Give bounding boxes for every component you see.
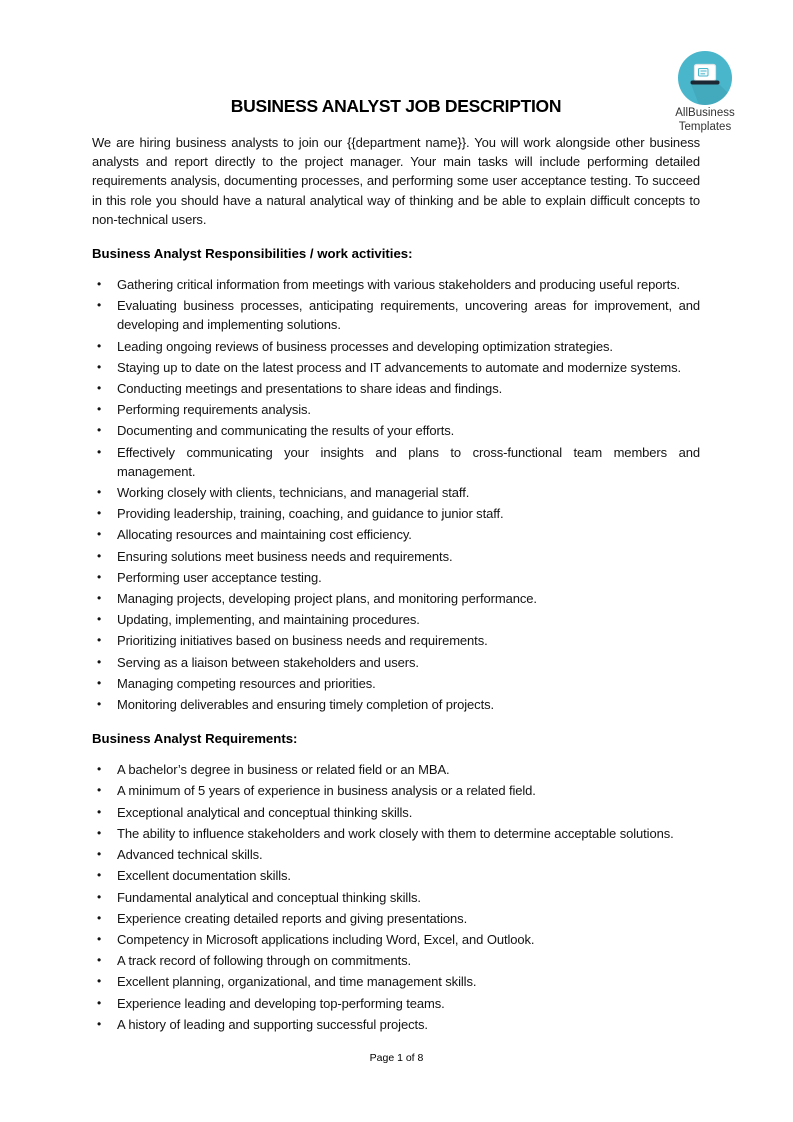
list-item-text: Working closely with clients, technicians, and managerial staff.	[117, 485, 470, 501]
document-title: BUSINESS ANALYST JOB DESCRIPTION	[230, 96, 562, 116]
list-item	[92, 994, 700, 1013]
bullet-icon: •	[97, 423, 102, 438]
list-item	[92, 674, 700, 693]
list-item	[92, 930, 700, 949]
list-item	[92, 803, 700, 822]
list-item-text: A bachelor’s degree in business or related field or an MBA.	[117, 762, 450, 778]
page-number: Page 1 of 8	[369, 1052, 424, 1064]
list-item	[92, 631, 700, 650]
responsibilities-list	[92, 275, 700, 714]
list-item	[92, 695, 700, 714]
list-item-text: A history of leading and supporting successful projects.	[117, 1016, 428, 1032]
list-item-text: Performing requirements analysis.	[117, 402, 311, 418]
bullet-icon: •	[97, 654, 102, 669]
bullet-icon: •	[97, 931, 102, 946]
list-item	[92, 400, 700, 419]
brand-name-line1: AllBusiness	[675, 107, 735, 119]
list-item	[92, 760, 700, 779]
bullet-icon: •	[97, 381, 102, 396]
list-item-text: Evaluating business processes, anticipating requirements, uncovering areas for improvement, and developing and implementing solutions.	[117, 298, 700, 333]
bullet-icon: •	[97, 591, 102, 606]
list-item	[92, 845, 700, 864]
list-item	[92, 379, 700, 398]
bullet-icon: •	[97, 675, 102, 690]
list-item-text: Providing leadership, training, coaching, and guidance to junior staff.	[117, 506, 504, 522]
section-heading-requirements: Business Analyst Requirements:	[92, 731, 298, 747]
list-item-text: A track record of following through on commitments.	[117, 953, 412, 969]
list-item-text: Conducting meetings and presentations to share ideas and findings.	[117, 381, 503, 397]
list-item-text: Performing user acceptance testing.	[117, 569, 322, 585]
list-item	[92, 525, 700, 544]
list-item	[92, 589, 700, 608]
list-item	[92, 443, 700, 481]
bullet-icon: •	[97, 995, 102, 1010]
list-item-text: Fundamental analytical and conceptual thinking skills.	[117, 889, 421, 905]
list-item-text: Competency in Microsoft applications including Word, Excel, and Outlook.	[117, 931, 535, 947]
bullet-icon: •	[97, 548, 102, 563]
list-item-text: Updating, implementing, and maintaining procedures.	[117, 612, 420, 628]
list-item-text: Allocating resources and maintaining cost efficiency.	[117, 527, 412, 543]
list-item-text: Monitoring deliverables and ensuring timely completion of projects.	[117, 697, 494, 713]
document-content	[92, 94, 700, 1036]
list-item	[92, 1015, 700, 1034]
list-item-text: Gathering critical information from meetings with various stakeholders and producing useful reports.	[117, 277, 680, 293]
list-item-text: Effectively communicating your insights and plans to cross-functional team members and management.	[117, 444, 700, 479]
bullet-icon: •	[97, 359, 102, 374]
list-item	[92, 504, 700, 523]
bullet-icon: •	[97, 277, 102, 292]
bullet-icon: •	[97, 506, 102, 521]
list-item	[92, 909, 700, 928]
section-heading-responsibilities: Business Analyst Responsibilities / work activities:	[92, 246, 413, 262]
list-item	[92, 888, 700, 907]
list-item-text: Advanced technical skills.	[117, 847, 263, 863]
list-item-text: Experience leading and developing top-performing teams.	[117, 995, 445, 1011]
list-item	[92, 421, 700, 440]
list-item	[92, 781, 700, 800]
list-item	[92, 653, 700, 672]
bullet-icon: •	[97, 338, 102, 353]
list-item	[92, 866, 700, 885]
list-item-text: Excellent documentation skills.	[117, 868, 291, 884]
bullet-icon: •	[97, 612, 102, 627]
bullet-icon: •	[97, 889, 102, 904]
requirements-list	[92, 760, 700, 1034]
list-item	[92, 951, 700, 970]
list-item-text: Leading ongoing reviews of business processes and developing optimization strategies.	[117, 338, 613, 354]
list-item-text: Ensuring solutions meet business needs and requirements.	[117, 548, 453, 564]
list-item-text: A minimum of 5 years of experience in business analysis or a related field.	[117, 783, 536, 799]
bullet-icon: •	[97, 783, 102, 798]
list-item-text: Experience creating detailed reports and giving presentations.	[117, 910, 468, 926]
list-item-text: Managing competing resources and priorities.	[117, 675, 376, 691]
list-item	[92, 547, 700, 566]
list-item	[92, 610, 700, 629]
list-item	[92, 824, 700, 843]
bullet-icon: •	[97, 825, 102, 840]
list-item-text: The ability to influence stakeholders and work closely with them to determine acceptable solutions.	[117, 825, 674, 841]
bullet-icon: •	[97, 402, 102, 417]
list-item	[92, 358, 700, 377]
bullet-icon: •	[97, 485, 102, 500]
bullet-icon: •	[97, 804, 102, 819]
list-item-text: Staying up to date on the latest process and IT advancements to automate and modernize systems.	[117, 359, 682, 375]
list-item	[92, 275, 700, 294]
intro-paragraph: We are hiring business analysts to join our {{department name}}. You will work alongside other business analysts and report directly to the project manager. Your main tasks will include performing detailed requirements analysis, documenting processes, and performing some user acceptance testing. To succeed in this role you should have a natural analytical way of thinking and be able to explain difficult concepts to non-technical users.	[92, 135, 700, 227]
bullet-icon: •	[97, 868, 102, 883]
list-item-text: Prioritizing initiatives based on business needs and requirements.	[117, 633, 488, 649]
bullet-icon: •	[97, 847, 102, 862]
list-item	[92, 483, 700, 502]
bullet-icon: •	[97, 633, 102, 648]
list-item-text: Documenting and communicating the results of your efforts.	[117, 423, 455, 439]
bullet-icon: •	[97, 974, 102, 989]
bullet-icon: •	[97, 697, 102, 712]
bullet-icon: •	[97, 569, 102, 584]
list-item	[92, 337, 700, 356]
bullet-icon: •	[97, 953, 102, 968]
list-item	[92, 296, 700, 334]
bullet-icon: •	[97, 910, 102, 925]
list-item-text: Serving as a liaison between stakeholders and users.	[117, 654, 419, 670]
list-item-text: Excellent planning, organizational, and time management skills.	[117, 974, 477, 990]
bullet-icon: •	[97, 298, 102, 313]
list-item-text: Exceptional analytical and conceptual thinking skills.	[117, 804, 413, 820]
bullet-icon: •	[97, 762, 102, 777]
list-item	[92, 972, 700, 991]
bullet-icon: •	[97, 527, 102, 542]
bullet-icon: •	[97, 444, 102, 459]
list-item	[92, 568, 700, 587]
list-item-text: Managing projects, developing project plans, and monitoring performance.	[117, 591, 537, 607]
bullet-icon: •	[97, 1016, 102, 1031]
brand-name-line2: Templates	[678, 120, 732, 133]
